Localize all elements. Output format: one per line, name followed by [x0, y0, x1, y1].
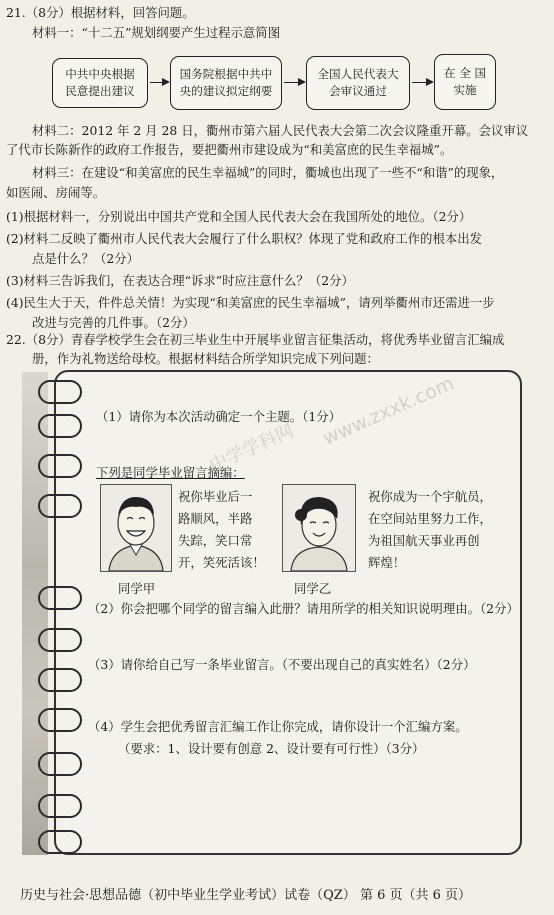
notebook-ring-icon [38, 752, 82, 776]
notebook-ring-icon [38, 380, 82, 404]
flow-step-2-line1: 国务院根据中共中 [179, 67, 273, 81]
notebook-ring-icon [38, 668, 82, 692]
student-b-message-line3: 为祖国航天事业再创 [368, 533, 480, 548]
student-b-portrait [282, 484, 356, 572]
q22-item-2: （2）你会把哪个同学的留言编入此册？请用所学的相关知识说明理由。（2分） [88, 601, 519, 616]
boy-face-icon [101, 485, 171, 571]
flow-step-3 [306, 56, 410, 110]
student-a-label: 同学甲 [118, 581, 156, 596]
notebook-ring-icon [38, 454, 82, 478]
student-b-message-line1: 祝你成为一个宇航员， [368, 489, 492, 504]
q21-question-3: (3)材料三告诉我们，在表达合理“诉求”时应注意什么？（2分） [6, 273, 354, 288]
student-b-message-line2: 在空间站里努力工作， [368, 511, 492, 526]
student-b-label: 同学乙 [294, 581, 332, 596]
material3-line1: 材料三：在建设“和美富庶的民生幸福城”的同时，衢城也出现了一些不“和谐”的现象， [32, 165, 504, 180]
material1-title: 材料一：“十二五”规划纲要产生过程示意简图 [32, 25, 281, 40]
q22-item-4: （4）学生会把优秀留言汇编工作让你完成，请你设计一个汇编方案。 [88, 719, 468, 734]
student-a-message-line1: 祝你毕业后一 [178, 489, 253, 504]
flow-step-1 [52, 58, 148, 108]
q21-question-2b: 点是什么？（2分） [32, 251, 140, 266]
q22-item-3: （3）请你给自己写一条毕业留言。（不要出现自己的真实姓名）（2分） [88, 657, 476, 672]
q21-question-4a: (4)民生大于天，件件总关情！为实现“和美富庶的民生幸福城”，请列举衢州市还需进一步 [6, 295, 495, 310]
watermark: www.zxxk.com [319, 372, 458, 450]
notebook-ring-icon [38, 494, 82, 518]
notebook-ring-icon [38, 414, 82, 438]
q21-question-2a: (2)材料二反映了衢州市人民代表大会履行了什么职权？体现了党和政府工作的根本出发 [6, 231, 483, 246]
page-footer: 历史与社会·思想品德（初中毕业生学业考试）试卷（QZ） 第 6 页（共 6 页） [20, 888, 472, 903]
q21-question-4b: 改进与完善的几件事。（2分） [32, 315, 195, 330]
student-a-message-line2: 路顺风，半路 [178, 511, 253, 526]
material2-line2: 了代市长陈新作的政府工作报告，要把衢州市建设成为“和美富庶的民生幸福城”。 [6, 142, 453, 157]
flow-step-3-line2: 会审议通过 [329, 84, 387, 98]
notebook-ring-icon [38, 794, 82, 818]
student-a-portrait [100, 484, 172, 572]
flow-step-3-line1: 全国人民代表大 [317, 67, 399, 81]
flow-step-1-line2: 民意提出建议 [65, 84, 135, 98]
notebook-ring-icon [38, 586, 82, 610]
notebook-edge-shadow [22, 372, 48, 855]
material2-line1: 材料二：2012 年 2 月 28 日，衢州市第六届人民代表大会第二次会议隆重开幕。会议审议 [32, 123, 529, 138]
flow-step-2 [170, 56, 282, 110]
student-a-message-line4: 开，笑死活该！ [178, 555, 265, 570]
material3-line2: 如医闹、房闹等。 [6, 185, 106, 200]
student-b-message-line4: 辉煌！ [368, 555, 406, 570]
watermark: 中学学科网 [206, 420, 297, 477]
flow-arrow-2 [284, 82, 304, 83]
flow-arrow-3 [412, 82, 432, 83]
q22-item-4-requirement: （要求：1、设计要有创意 2、设计要有可行性）（3分） [118, 741, 425, 756]
q22-header-line1: 22.（8分）青春学校学生会在初三毕业生中开展毕业留言征集活动，将优秀毕业留言汇编成 [6, 332, 505, 347]
girl-face-icon [283, 485, 355, 571]
flow-step-4-line2: 实施 [453, 83, 477, 97]
flow-step-4-line1: 在 全 国 [443, 66, 487, 80]
notebook-ring-icon [38, 628, 82, 652]
flow-step-4 [434, 54, 496, 110]
q22-item-1: （1）请你为本次活动确定一个主题。（1分） [96, 409, 341, 424]
flow-step-2-line2: 央的建议拟定纲要 [179, 84, 273, 98]
flow-arrow-1 [150, 82, 168, 83]
q22-header-line2: 册，作为礼物送给母校。根据材料结合所学知识完成下列问题： [32, 351, 379, 366]
q21-header: 21.（8分）根据材料，回答问题。 [6, 5, 195, 20]
notebook-ring-icon [38, 708, 82, 732]
excerpt-title: 下列是同学毕业留言摘编： [96, 465, 245, 480]
q21-question-1: (1)根据材料一，分别说出中国共产党和全国人民代表大会在我国所处的地位。（2分） [6, 209, 472, 224]
notebook-ring-icon [38, 830, 82, 854]
student-a-message-line3: 失踪，笑口常 [178, 533, 253, 548]
flow-step-1-line1: 中共中央根据 [65, 67, 135, 81]
